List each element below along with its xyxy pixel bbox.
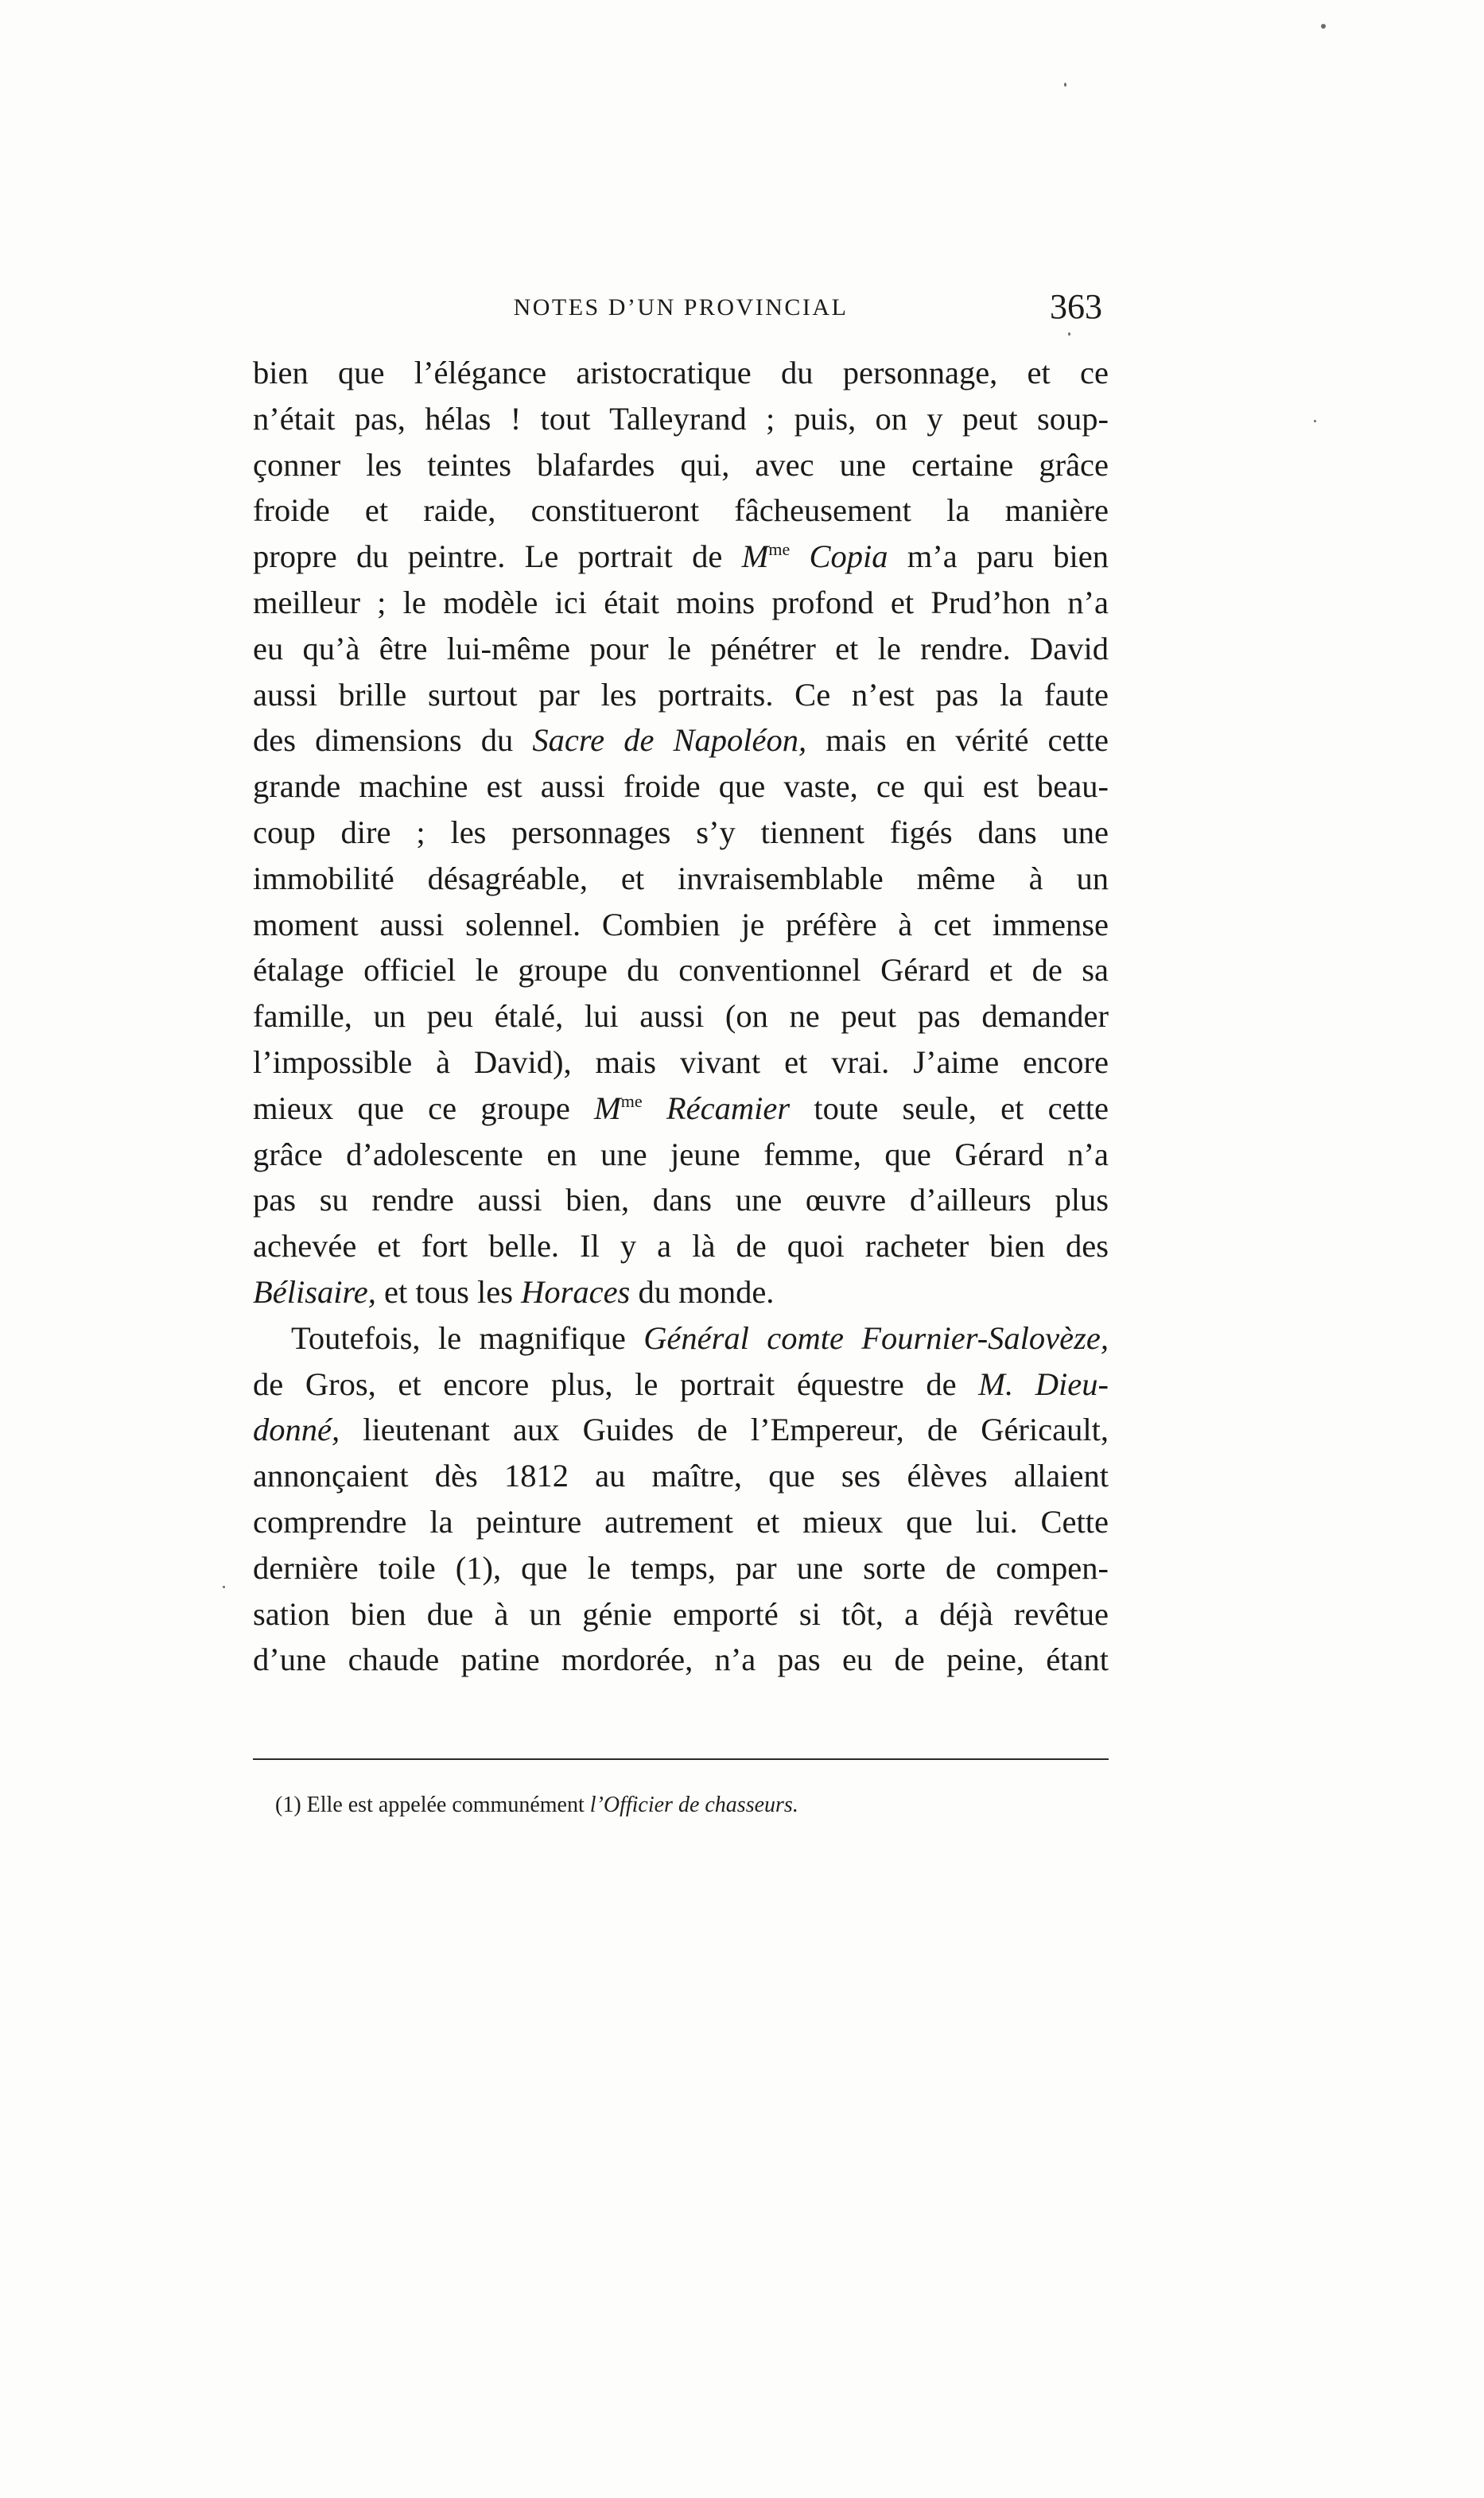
- text-line: [253, 1453, 1109, 1499]
- text-line: [253, 1039, 1109, 1086]
- text-segment: bien que l’élégance aristocratique du personnage, et ce: [253, 355, 1109, 390]
- text-segment: aussi brille surtout par les portraits. Ce n’est pas la faute: [253, 676, 1109, 713]
- text-line: [253, 763, 1109, 810]
- text-segment: comprendre la peinture autrement et mieux que lui. Cette: [253, 1503, 1109, 1540]
- text-segment: me: [620, 1090, 643, 1111]
- footnote-rule: [253, 1758, 1109, 1760]
- text-segment: sation bien due à un génie emporté si tôt, a déjà revêtue: [253, 1595, 1109, 1632]
- text-segment: M: [594, 1090, 621, 1126]
- scan-speck: [1064, 83, 1066, 87]
- scan-speck: [1068, 332, 1070, 336]
- text-line: [253, 488, 1109, 534]
- text-segment: grâce d’adolescente en une jeune femme, que Gérard n’a: [253, 1136, 1109, 1172]
- page-number: 363: [1050, 287, 1102, 326]
- text-line: [253, 1315, 1109, 1362]
- text-line: [253, 856, 1109, 902]
- text-segment: M. Dieu-: [978, 1366, 1109, 1402]
- text-line: [253, 626, 1109, 672]
- text-segment: coup dire ; les personnages s’y tiennent figés dans une: [253, 814, 1109, 850]
- text-segment: Copia: [790, 538, 888, 575]
- footnote-text: Elle est appelée communément: [301, 1793, 590, 1817]
- scan-speck: [223, 1586, 225, 1588]
- scan-speck: [1321, 24, 1326, 29]
- text-segment: mais en vérité cette: [806, 722, 1109, 759]
- text-segment: famille, un peu étalé, lui aussi (on ne peut pas demander: [253, 998, 1109, 1035]
- text-segment: achevée et fort belle. Il y a là de quoi racheter bien des: [253, 1228, 1109, 1265]
- running-head: [253, 283, 1109, 339]
- text-segment: moment aussi solennel. Combien je préfère à cet immense: [253, 906, 1109, 942]
- text-line: [253, 947, 1109, 993]
- text-segment: Récamier: [642, 1090, 791, 1126]
- text-segment: froide et raide, constitueront fâcheusement la manière: [253, 492, 1109, 529]
- text-segment: donné,: [253, 1412, 340, 1448]
- text-line: [253, 1177, 1109, 1223]
- text-line: [253, 580, 1109, 626]
- text-segment: d’une chaude patine mordorée, n’a pas eu de peine, étant: [253, 1641, 1109, 1678]
- scan-speck: [1314, 420, 1316, 422]
- text-segment: pas su rendre aussi bien, dans une œuvre d’ailleurs plus: [253, 1182, 1109, 1218]
- footnote: [275, 1789, 1102, 1821]
- text-segment: de Gros, et encore plus, le portrait équestre de: [253, 1366, 979, 1402]
- text-line: [253, 1223, 1109, 1269]
- text-segment: annonçaient dès 1812 au maître, que ses élèves allaient: [253, 1458, 1109, 1494]
- text-segment: Toutefois, le magnifique: [291, 1319, 644, 1356]
- text-line: [253, 993, 1109, 1039]
- text-segment: Sacre de Napoléon,: [532, 722, 807, 759]
- footnote-italic-text: l’Officier de chasseurs.: [589, 1793, 798, 1817]
- text-segment: étalage officiel le groupe du conventionnel Gérard et de sa: [253, 952, 1109, 989]
- text-line: [253, 1591, 1109, 1637]
- text-segment: dernière toile (1), que le temps, par une sorte de compen-: [253, 1549, 1109, 1586]
- text-segment: çonner les teintes blafardes qui, avec une certaine grâce: [253, 446, 1109, 483]
- text-line: [253, 1269, 1109, 1315]
- text-line: [253, 902, 1109, 948]
- text-segment: n’était pas, hélas ! tout Talleyrand ; puis, on y peut soup-: [253, 400, 1109, 437]
- text-segment: M: [741, 538, 769, 575]
- text-line: [253, 1132, 1109, 1178]
- text-segment: du monde.: [630, 1273, 775, 1310]
- text-segment: Bélisaire,: [253, 1273, 376, 1310]
- text-line: [253, 1637, 1109, 1683]
- footnote-marker: (1): [275, 1793, 301, 1817]
- text-line: [253, 672, 1109, 718]
- text-line: [253, 534, 1109, 580]
- text-segment: l’impossible à David), mais vivant et vrai. J’aime encore: [253, 1043, 1109, 1080]
- text-line: [253, 1362, 1109, 1408]
- text-segment: immobilité désagréable, et invraisemblable même à un: [253, 860, 1109, 896]
- text-line: [253, 396, 1109, 442]
- text-line: [253, 1407, 1109, 1453]
- text-segment: des dimensions du: [253, 722, 533, 759]
- text-line: [253, 350, 1109, 396]
- text-segment: m’a paru bien: [888, 538, 1109, 575]
- text-line: [253, 810, 1109, 856]
- text-segment: et tous les: [375, 1273, 522, 1310]
- text-line: [253, 442, 1109, 488]
- text-line: [253, 1545, 1109, 1591]
- text-segment: propre du peintre. Le portrait de: [253, 538, 742, 575]
- text-line: [253, 717, 1109, 763]
- text-segment: Général comte Fournier-Salovèze,: [643, 1319, 1109, 1356]
- text-segment: meilleur ; le modèle ici était moins profond et Prud’hon n’a: [253, 584, 1109, 620]
- text-segment: grande machine est aussi froide que vaste, ce qui est beau-: [253, 768, 1109, 805]
- text-segment: eu qu’à être lui-même pour le pénétrer et le rendre. David: [253, 630, 1109, 666]
- body-text: [253, 350, 1109, 1683]
- text-segment: mieux que ce groupe: [253, 1090, 595, 1126]
- text-line: [253, 1086, 1109, 1132]
- text-line: [253, 1499, 1109, 1545]
- text-segment: Horaces: [521, 1273, 631, 1310]
- text-segment: lieutenant aux Guides de l’Empereur, de Géricault,: [340, 1412, 1109, 1448]
- running-title: NOTES D’UN PROVINCIAL: [513, 294, 849, 321]
- text-segment: me: [768, 539, 791, 560]
- text-segment: toute seule, et cette: [790, 1090, 1109, 1126]
